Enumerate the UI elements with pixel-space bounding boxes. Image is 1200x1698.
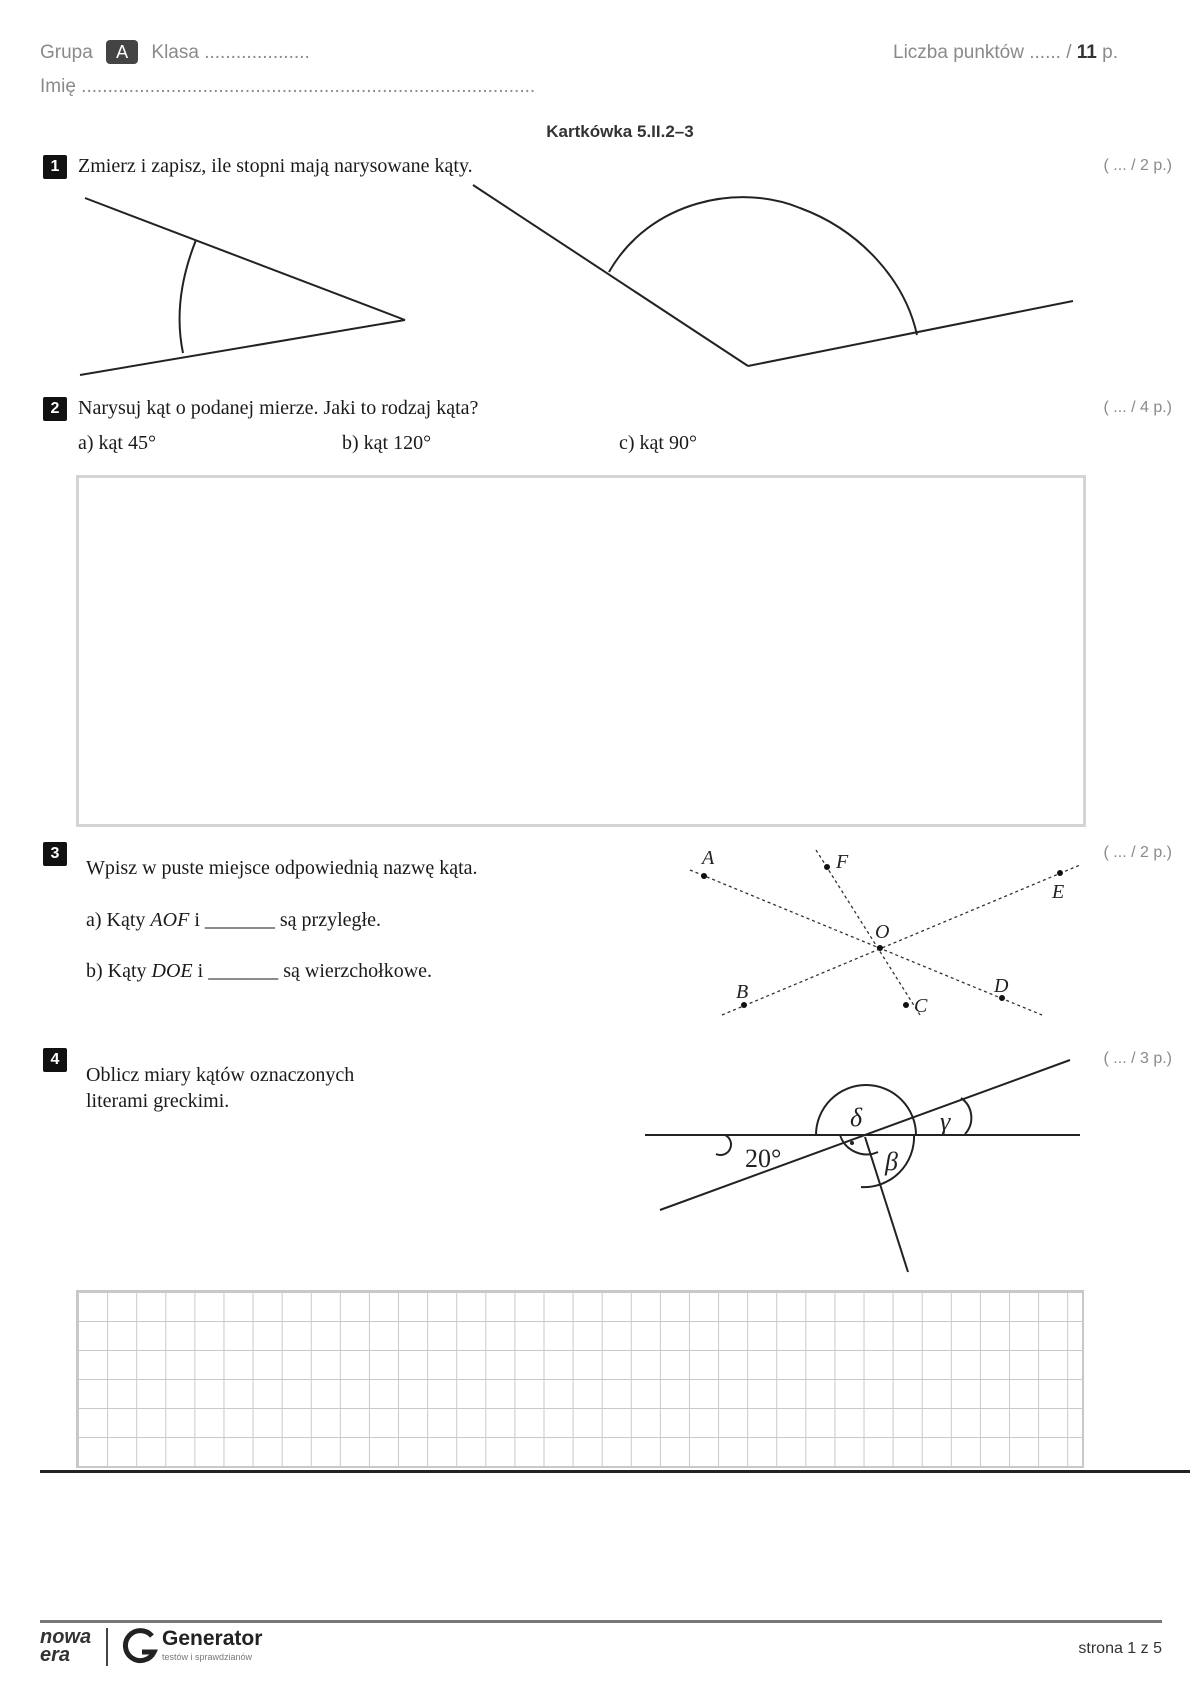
point-C [903,1002,909,1008]
task-number-4: 4 [43,1048,67,1072]
task4-grid-answer-area[interactable] [76,1290,1084,1468]
task2-text: Narysuj kąt o podanej mierze. Jaki to rodzaj kąta? [78,397,479,419]
task-number-1: 1 [43,155,67,179]
page-title: Kartkówka 5.II.2–3 [546,122,694,141]
task3-line-b [86,960,432,983]
label-A: A [702,847,715,869]
given-angle-arc [716,1135,731,1155]
group-field [40,40,310,64]
point-F [824,864,830,870]
label-E: E [1052,881,1065,903]
points-total-value: 11 [1076,42,1097,63]
generator-title: Generator [162,1627,263,1650]
point-E [1057,870,1063,876]
delta-arc [816,1085,916,1135]
task3-line-a [86,909,381,932]
task3-text: Wpisz w puste miejsce odpowiednią nazwę kąta. [86,857,478,879]
task3-a-mid: i [194,909,200,931]
task3-a-prefix: a) Kąty [86,909,146,931]
angle-20-label: 20° [745,1144,782,1173]
task2-drawing-area[interactable] [76,475,1086,827]
group-label: Grupa [40,42,93,63]
gamma-arc [961,1098,971,1134]
delta-label: δ [850,1103,863,1132]
label-B: B [736,981,749,1003]
task3-a-blank[interactable]: _______ [204,909,275,931]
task1-text: Zmierz i zapisz, ile stopni mają narysowane kąty. [78,155,473,177]
nowa-era-logo [40,1628,100,1664]
page-number: strona 1 z 5 [1078,1640,1162,1657]
label-O: O [875,921,890,943]
footer-separator [106,1628,108,1666]
task-number-2: 2 [43,397,67,421]
task3-b-suffix: są wierzchołkowe. [283,960,433,982]
name-label: Imię ...................................................................................... [40,76,536,97]
points-total-field [893,42,1118,64]
task3-points: ( ... / 2 p.) [1103,844,1172,861]
point-A [701,873,707,879]
task3-b-blank[interactable]: _______ [208,960,279,982]
task4-text-line1: Oblicz miary kątów oznaczonych [86,1064,355,1086]
gamma-label: γ [940,1107,951,1136]
generator-subtitle: testów i sprawdzianów [162,1652,253,1662]
task3-b-mid: i [197,960,204,982]
logo-line-1: nowa [40,1626,92,1648]
generator-g-icon [120,1626,160,1666]
label-F: F [836,851,849,873]
task2-item-a: a) kąt 45° [78,432,156,454]
task3-lines-figure [680,840,1100,1020]
points-total-label: Liczba punktów ...... / [893,42,1072,63]
footer-rule [40,1620,1162,1623]
task2-item-b: b) kąt 120° [342,432,432,454]
obtuse-angle-drawing [473,185,1073,366]
task3-a-angle: AOF [150,909,190,931]
generator-logo [120,1626,160,1671]
task1-angles-figure [0,180,1200,380]
task4-points: ( ... / 3 p.) [1103,1050,1172,1067]
point-O [877,945,883,951]
task2-item-c: c) kąt 90° [619,432,697,454]
task-number-3: 3 [43,842,67,866]
task3-b-angle: DOE [151,960,193,982]
bottom-divider [40,1470,1190,1473]
label-D: D [994,975,1009,997]
acute-angle-drawing [80,198,405,375]
class-label: Klasa .................... [151,42,310,63]
task4-text-line2: literami greckimi. [86,1090,230,1112]
task2-points: ( ... / 4 p.) [1103,399,1172,416]
task1-points: ( ... / 2 p.) [1103,157,1172,174]
task3-a-suffix: są przyległe. [279,909,381,931]
right-angle-dot [850,1141,854,1145]
line-BE [722,865,1080,1015]
beta-label: β [885,1147,898,1176]
logo-line-2: era [40,1644,71,1666]
line-FC [816,850,920,1015]
task3-b-prefix: b) Kąty [86,960,147,982]
group-badge: A [106,40,138,64]
label-C: C [914,995,928,1017]
points-total-unit: p. [1102,42,1118,63]
task4-angles-figure [640,1050,1100,1275]
